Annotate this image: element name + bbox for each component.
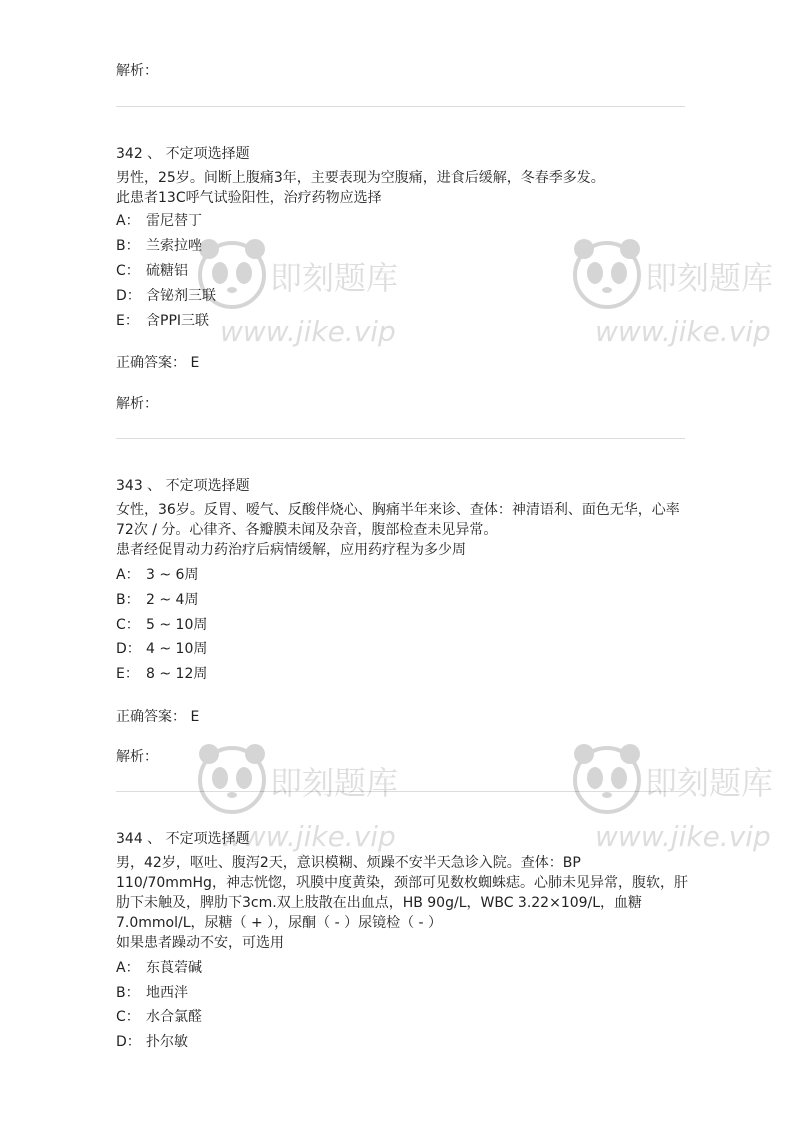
option-a[interactable]	[116, 565, 198, 585]
option-d[interactable]	[116, 1032, 188, 1052]
divider	[116, 438, 685, 439]
option-letter: C：	[116, 1009, 140, 1025]
option-b[interactable]	[116, 236, 202, 256]
watermark	[195, 235, 425, 375]
option-letter: B：	[116, 985, 140, 1001]
option-letter: A：	[116, 567, 140, 583]
option-letter: D：	[116, 288, 141, 304]
correct-answer: 正确答案： E	[116, 355, 200, 371]
question-stem: 女性，36岁。反胃、嗳气、反酸伴烧心、胸痛半年来诊、查体：神清语利、面色无华，心率72次 / 分。心律齐、各瓣膜未闻及杂音，腹部检查未见异常。	[116, 502, 680, 538]
watermark-url: www.jike.vip	[595, 820, 771, 853]
option-text: 含PPI三联	[146, 313, 210, 329]
analysis-label: 解析：	[116, 749, 158, 765]
option-text: 兰索拉唑	[146, 238, 202, 254]
option-text: 5 ~ 10周	[146, 617, 208, 633]
option-text: 扑尔敏	[146, 1034, 188, 1050]
panda-logo-icon	[570, 235, 645, 315]
option-letter: E：	[116, 666, 139, 682]
option-text: 地西泮	[146, 985, 188, 1001]
option-letter: D：	[116, 641, 141, 657]
option-letter: C：	[116, 263, 140, 279]
analysis-label: 解析：	[116, 396, 158, 412]
option-text: 8 ~ 12周	[146, 666, 208, 682]
correct-answer: 正确答案： E	[116, 709, 200, 725]
option-text: 含铋剂三联	[146, 288, 216, 304]
option-letter: E：	[116, 313, 139, 329]
watermark-brand: 即刻题库	[645, 259, 774, 297]
watermark	[570, 235, 800, 375]
watermark-brand: 即刻题库	[270, 764, 399, 802]
panda-logo-icon	[195, 740, 270, 820]
option-text: 硫糖铝	[146, 263, 188, 279]
question-number: 344 、 不定项选择题	[116, 831, 250, 847]
option-letter: C：	[116, 617, 140, 633]
question-prompt: 患者经促胃动力药治疗后病情缓解，应用药疗程为多少周	[116, 542, 466, 558]
question-prompt: 如果患者躁动不安，可选用	[116, 935, 284, 951]
question-number: 342 、 不定项选择题	[116, 146, 250, 162]
option-letter: B：	[116, 592, 140, 608]
question-stem: 男，42岁，呕吐、腹泻2天，意识模糊、烦躁不安半天急诊入院。查体：BP 110/70mmHg，神志恍惚，巩膜中度黄染，颈部可见数枚蜘蛛痣。心肺未见异常，腹软，肝肋下未触及，脾肋下3cm.双上肢散在出血点，HB 90g/L，WBC 3.22×109/L，血糖7.0mmol/L，尿糖（ + ），尿酮（ - ）尿镜检（ - ）	[116, 855, 688, 931]
option-text: 水合氯醛	[146, 1009, 202, 1025]
option-a[interactable]	[116, 211, 202, 231]
question-number: 343 、 不定项选择题	[116, 478, 250, 494]
divider	[116, 791, 685, 792]
option-letter: D：	[116, 1034, 141, 1050]
option-text: 2 ~ 4周	[146, 592, 199, 608]
option-e[interactable]	[116, 311, 209, 331]
option-b[interactable]	[116, 983, 188, 1003]
watermark-url: www.jike.vip	[220, 820, 396, 853]
divider	[116, 106, 685, 107]
option-c[interactable]	[116, 615, 207, 635]
watermark-brand: 即刻题库	[270, 259, 399, 297]
option-c[interactable]	[116, 261, 188, 281]
option-d[interactable]	[116, 639, 207, 659]
question-prompt: 此患者13C呼气试验阳性，治疗药物应选择	[116, 190, 382, 206]
analysis-label: 解析：	[116, 63, 158, 79]
panda-logo-icon	[570, 740, 645, 820]
option-text: 4 ~ 10周	[146, 641, 208, 657]
option-letter: B：	[116, 238, 140, 254]
option-letter: A：	[116, 213, 140, 229]
option-a[interactable]	[116, 958, 202, 978]
option-text: 东莨菪碱	[146, 960, 202, 976]
option-d[interactable]	[116, 286, 216, 306]
option-text: 雷尼替丁	[146, 213, 202, 229]
option-b[interactable]	[116, 590, 198, 610]
option-c[interactable]	[116, 1007, 202, 1027]
watermark-url: www.jike.vip	[595, 315, 771, 348]
option-letter: A：	[116, 960, 140, 976]
watermark-brand: 即刻题库	[645, 764, 774, 802]
option-text: 3 ~ 6周	[146, 567, 199, 583]
question-stem: 男性，25岁。间断上腹痛3年，主要表现为空腹痛，进食后缓解，冬春季多发。	[116, 170, 605, 186]
option-e[interactable]	[116, 664, 207, 684]
watermark-url: www.jike.vip	[220, 315, 396, 348]
